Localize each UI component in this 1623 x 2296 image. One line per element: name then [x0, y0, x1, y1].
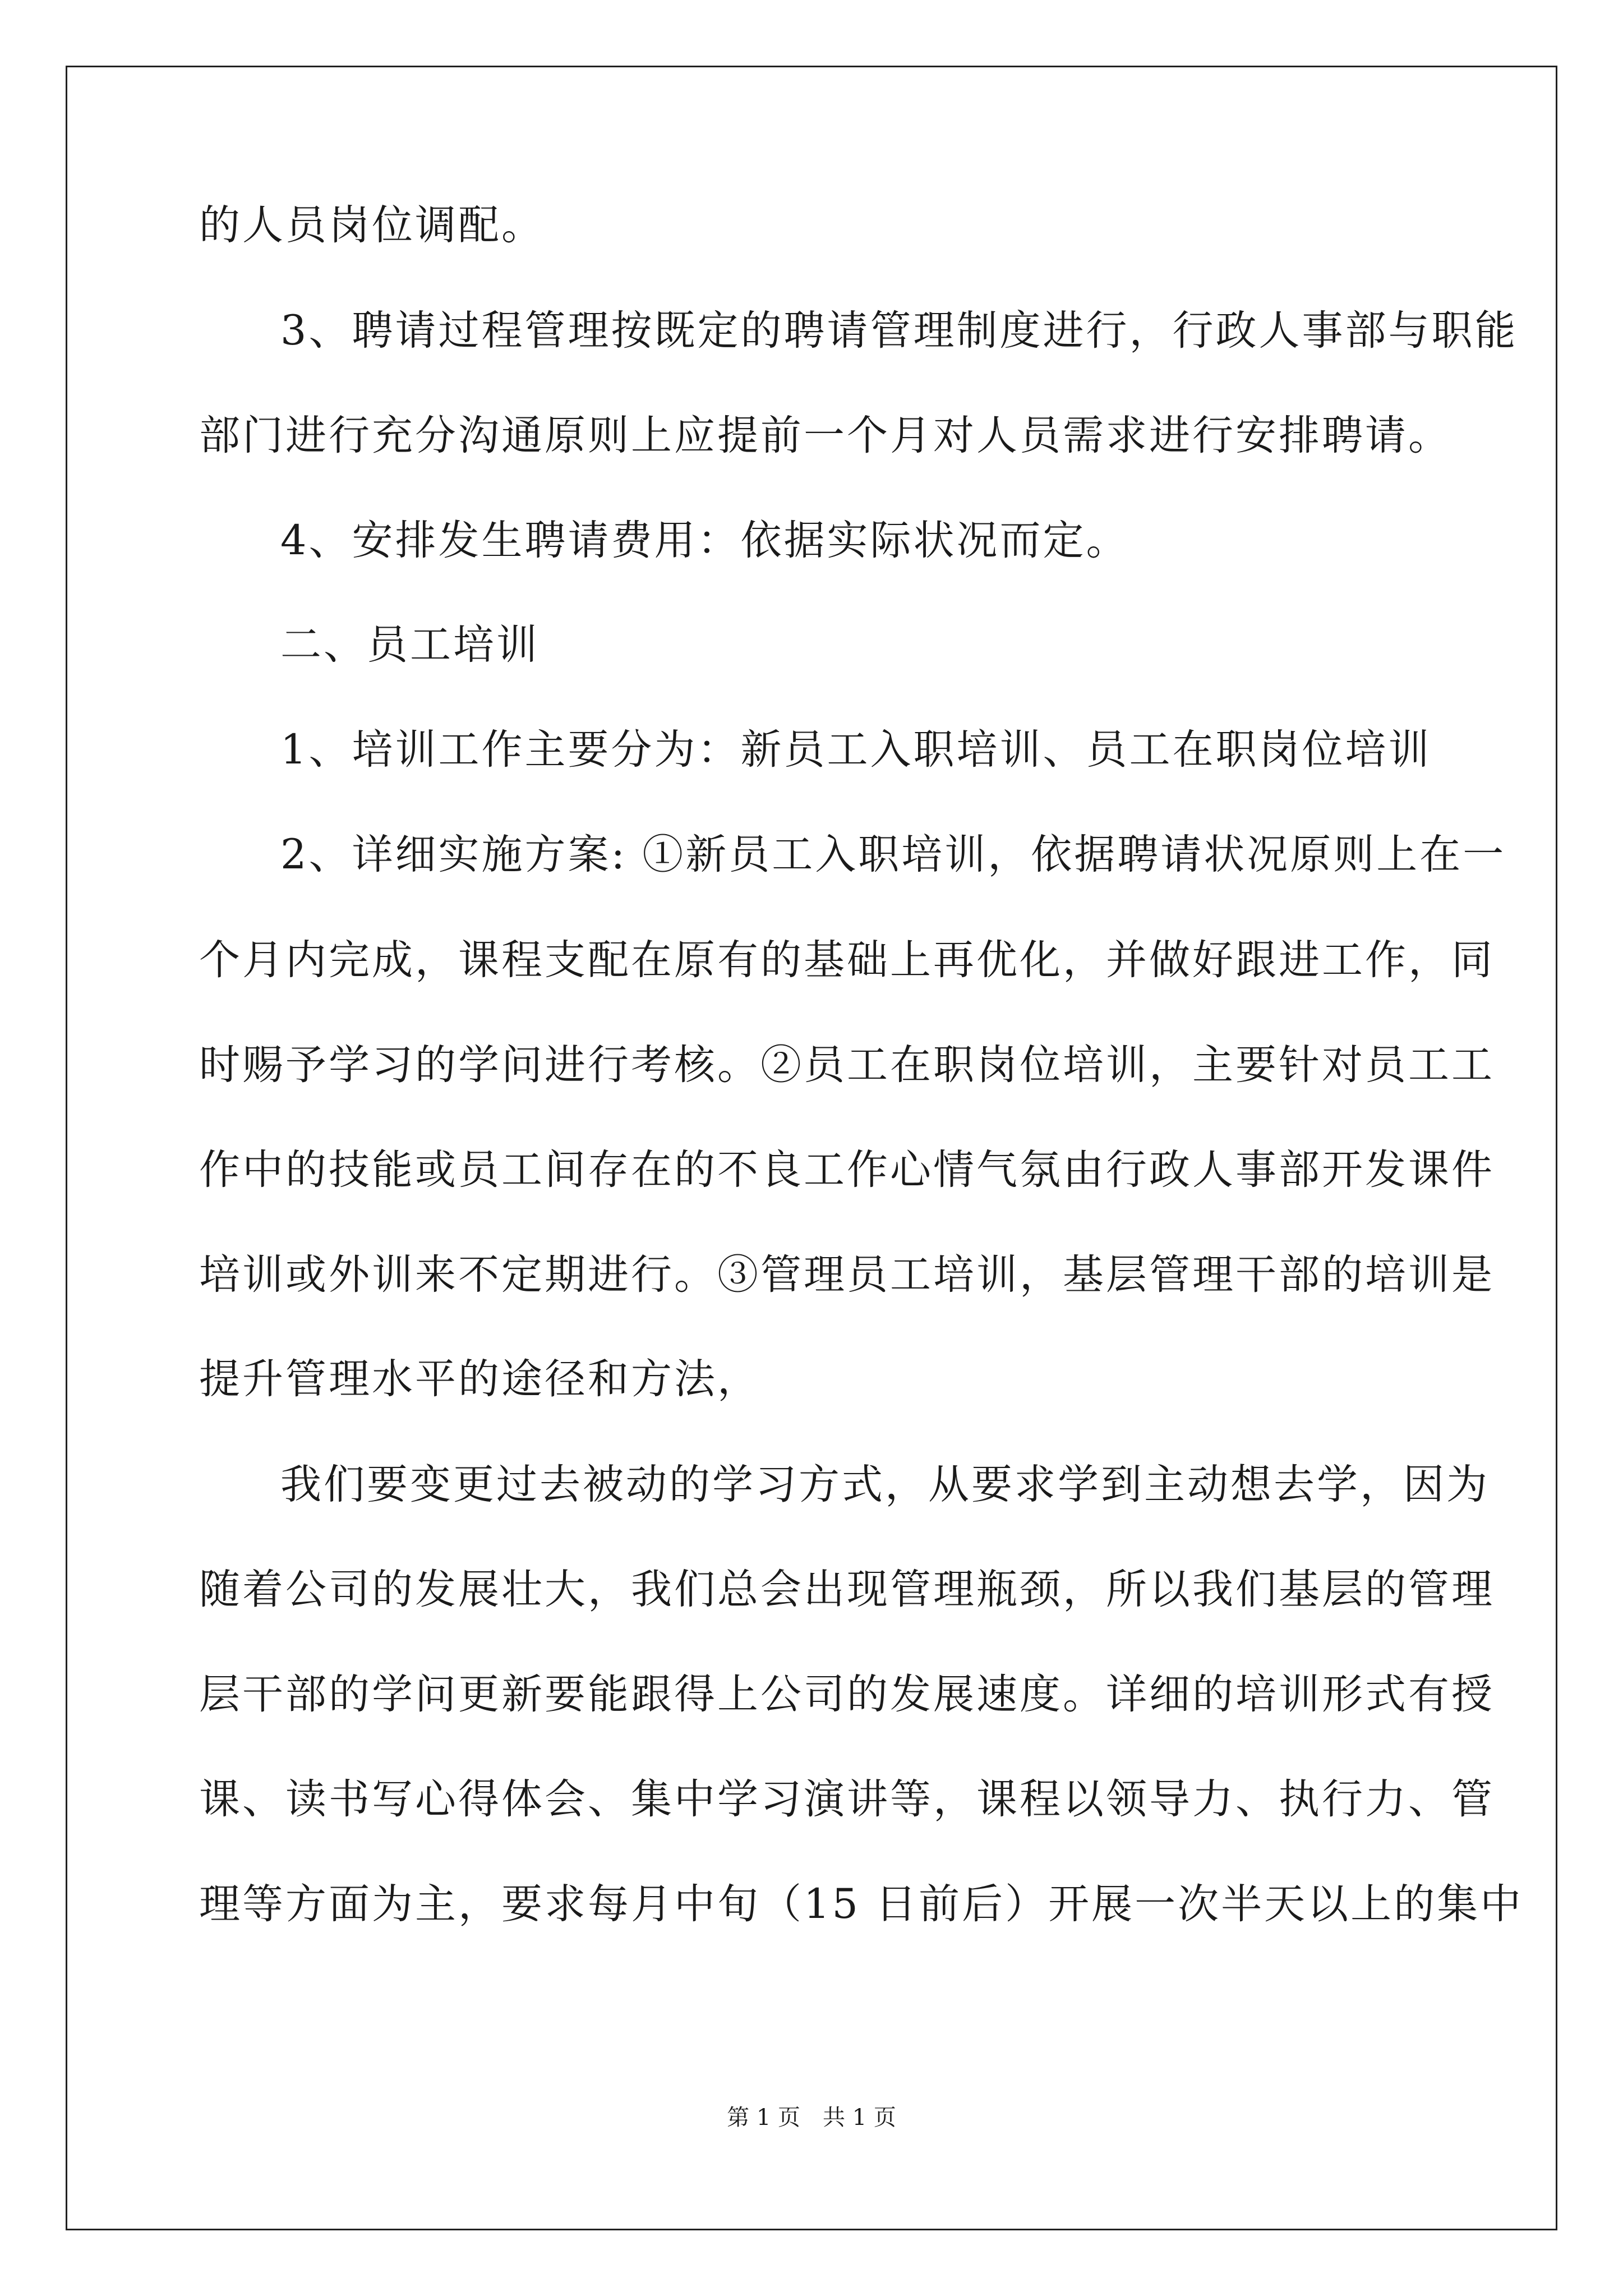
- page-footer: 第 1 页 共 1 页: [727, 2105, 896, 2131]
- text-line: 我们要变更过去被动的学习方式，从要求学到主动想去学，因为: [280, 1461, 1490, 1508]
- text-line: 课、读书写心得体会、集中学习演讲等，课程以领导力、执行力、管: [199, 1775, 1495, 1823]
- text-line: 提升管理水平的途径和方法，: [199, 1355, 760, 1403]
- text-line: 部门进行充分沟通原则上应提前一个月对人员需求进行安排聘请。: [199, 412, 1451, 459]
- text-line: 的人员岗位调配。: [199, 201, 545, 249]
- text-line: 3、聘请过程管理按既定的聘请管理制度进行，行政人事部与职能: [280, 307, 1518, 355]
- text-line: 随着公司的发展壮大，我们总会出现管理瓶颈，所以我们基层的管理: [199, 1566, 1495, 1613]
- text-line: 理等方面为主，要求每月中旬（15 日前后）开展一次半天以上的集中: [199, 1880, 1524, 1928]
- section-heading: 二、员工培训: [280, 621, 540, 669]
- text-line: 层干部的学问更新要能跟得上公司的发展速度。详细的培训形式有授: [199, 1671, 1495, 1718]
- text-line: 4、安排发生聘请费用：依据实际状况而定。: [280, 517, 1129, 564]
- text-line: 2、详细实施方案: ①新员工入职培训，依据聘请状况原则上在一: [280, 831, 1506, 878]
- text-line: 时赐予学习的学问进行考核。②员工在职岗位培训，主要针对员工工: [199, 1041, 1495, 1089]
- text-line: 1、培训工作主要分为：新员工入职培训、员工在职岗位培训: [280, 726, 1432, 774]
- text-line: 培训或外训来不定期进行。③管理员工培训，基层管理干部的培训是: [199, 1251, 1495, 1299]
- text-line: 作中的技能或员工间存在的不良工作心情气氛由行政人事部开发课件: [199, 1146, 1495, 1194]
- text-line: 个月内完成，课程支配在原有的基础上再优化，并做好跟进工作，同: [199, 936, 1495, 984]
